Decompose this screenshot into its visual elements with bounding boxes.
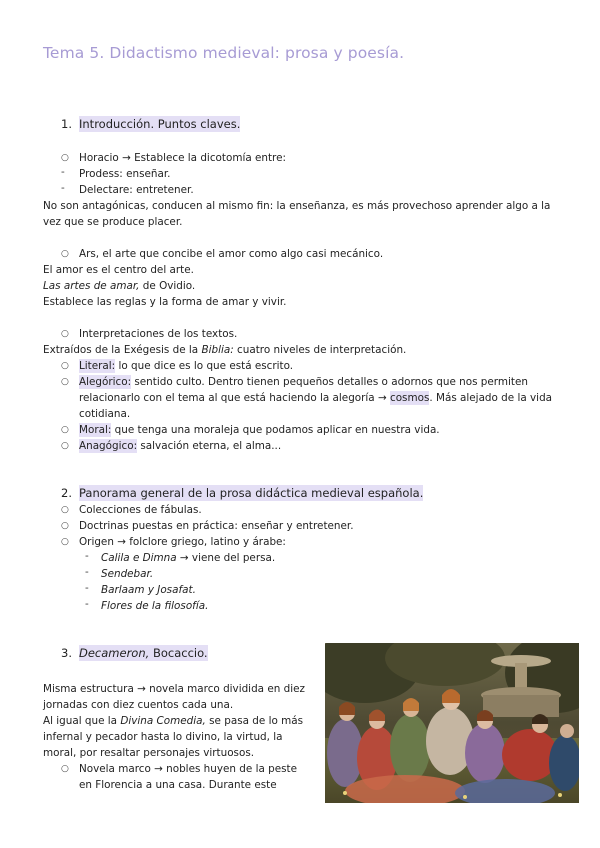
list-item: Origen → folclore griego, latino y árabe: [79,536,286,548]
list-item: Delectare: entretener. [79,184,194,196]
circle-bullet-icon: ○ [61,329,69,339]
dash-bullet-icon: - [85,598,89,610]
section-2-heading [61,486,423,500]
circle-bullet-icon: ○ [61,537,69,547]
paragraph: Al igual que la Divina Comedia, se pasa de lo más [43,715,304,727]
list-item: Literal: lo que dice es lo que está escrito. [79,360,294,372]
list-item: Doctrinas puestas en práctica: enseñar y entretener. [79,520,354,532]
list-item: Barlaam y Josafat. [101,584,196,596]
circle-bullet-icon: ○ [61,425,69,435]
circle-bullet-icon: ○ [61,505,69,515]
circle-bullet-icon: ○ [61,441,69,451]
section-number: 2. [61,486,72,500]
paragraph: infernal y pecador hasta lo divino, la virtud, la [43,731,283,743]
circle-bullet-icon: ○ [61,764,69,774]
list-item: Interpretaciones de los textos. [79,328,238,340]
paragraph: jornadas con diez cuentos cada una. [43,699,234,711]
circle-bullet-icon: ○ [61,521,69,531]
section-3-heading [61,646,208,660]
list-item: Sendebar. [101,568,154,580]
dash-bullet-icon: - [61,182,65,194]
list-item-continuation: cotidiana. [79,408,131,420]
list-item: Calila e Dimna → viene del persa. [101,552,276,564]
dash-bullet-icon: - [85,550,89,562]
dash-bullet-icon: - [85,582,89,594]
list-item: Flores de la filosofía. [101,600,209,612]
list-item: Anagógico: salvación eterna, el alma... [79,440,282,452]
section-title: Introducción. Puntos claves. [79,117,241,131]
decameron-painting-image [325,643,579,803]
paragraph: Las artes de amar, de Ovidio. [43,280,196,292]
list-item: Novela marco → nobles huyen de la peste [79,763,297,775]
section-title: Decameron, Bocaccio. [79,646,208,660]
list-item-continuation: en Florencia a una casa. Durante este [79,779,277,791]
book-title: Las artes de amar, [43,280,140,292]
list-item-continuation: relacionarlo con el tema al que está haciendo la alegoría → cosmos. Más alejado de la vida [79,392,553,404]
list-item: Prodess: enseñar. [79,168,171,180]
paragraph: moral, por resaltar personajes virtuosos. [43,747,255,759]
list-item: Moral: que tenga una moraleja que podamos aplicar en nuestra vida. [79,424,440,436]
circle-bullet-icon: ○ [61,249,69,259]
list-item: Ars, el arte que concibe el amor como algo casi mecánico. [79,248,384,260]
circle-bullet-icon: ○ [61,377,69,387]
section-number: 1. [61,117,72,131]
paragraph: Misma estructura → novela marco dividida en diez [43,683,305,695]
list-item: Horacio → Establece la dicotomía entre: [79,152,286,164]
list-item: Alegórico: sentido culto. Dentro tienen pequeños detalles o adornos que nos permiten [79,376,528,388]
list-item: Colecciones de fábulas. [79,504,202,516]
paragraph: El amor es el centro del arte. [43,264,194,276]
circle-bullet-icon: ○ [61,153,69,163]
section-1-heading [61,117,240,131]
page-title: Tema 5. Didactismo medieval: prosa y poesía. [43,44,405,62]
circle-bullet-icon: ○ [61,361,69,371]
section-number: 3. [61,646,72,660]
section-title: Panorama general de la prosa didáctica medieval española. [79,486,424,500]
dash-bullet-icon: - [85,566,89,578]
paragraph: No son antagónicas, conducen al mismo fin: la enseñanza, es más provechoso aprender algo a la vez que se produce placer. [43,200,551,228]
paragraph: Establece las reglas y la forma de amar y vivir. [43,296,287,308]
dash-bullet-icon: - [61,166,65,178]
paragraph: Extraídos de la Exégesis de la Biblia: cuatro niveles de interpretación. [43,344,407,356]
